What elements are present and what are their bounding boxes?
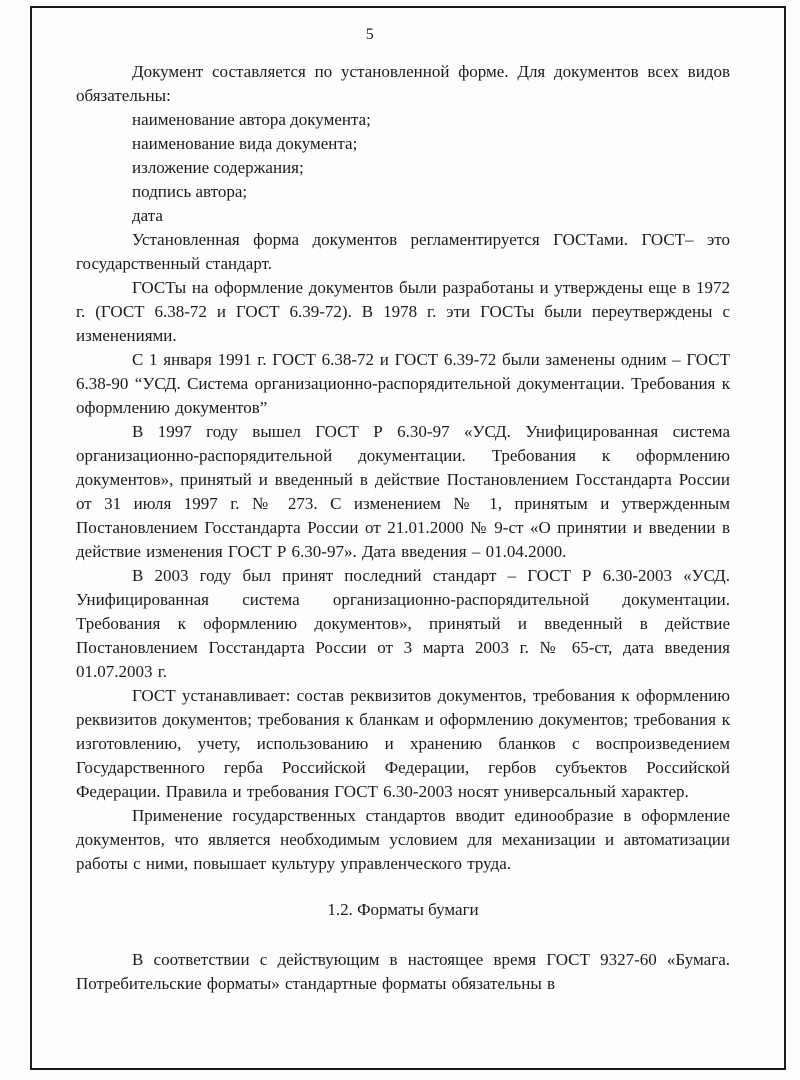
paragraph-intro: Документ составляется по установленной форме. Для документов всех видов обязательны: [76,62,730,105]
paragraph-gost-2003: В 2003 году был принят последний стандарт – ГОСТ Р 6.30-2003 «УСД. Унифицированная система организационно-распорядительной документации. Требования к оформлению документов», принятый и введенный в действие Постановлением Госстандарта России от 3 марта 2003 г. № 65-ст, дата введения 01.07.2003 г. [76,566,730,681]
list-item-content: изложение содержания; [132,158,304,177]
page-number: 5 [365,26,375,43]
paragraph-gost-1997: В 1997 году вышел ГОСТ Р 6.30-97 «УСД. Унифицированная система организационно-распорядительной документации. Требования к оформлению документов», принятый и введенный в действие Постановлением Госстандарта России от 31 июля 1997 г. № 273. С изменением № 1, принятым и утвержденным Постановлением Госстандарта России от 21.01.2000 № 9-ст «О принятии и введении в действие изменения ГОСТ Р 6.30-97». Дата введения – 01.04.2000. [76,422,730,561]
list-item-date: дата [132,206,163,225]
paragraph-paper-formats-intro: В соответствии с действующим в настоящее время ГОСТ 9327-60 «Бумага. Потребительские форматы» стандартные форматы обязательны в [76,950,730,993]
paragraph-gost-definition: Установленная форма документов регламентируется ГОСТами. ГОСТ– это государственный стандарт. [76,230,730,273]
section-heading-paper-formats: 1.2. Форматы бумаги [327,900,479,919]
list-item-author-name: наименование автора документа; [132,110,371,129]
paragraph-gost-1972: ГОСТы на оформление документов были разработаны и утверждены еще в 1972 г. (ГОСТ 6.38-72 и ГОСТ 6.39-72). В 1978 г. эти ГОСТы были переутверждены с изменениями. [76,278,730,345]
page-content [76,60,730,996]
paragraph-gost-requirements: ГОСТ устанавливает: состав реквизитов документов, требования к оформлению реквизитов документов; требования к бланкам и оформлению документов; требования к изготовлению, учету, использованию и хранению бланков с воспроизведением Государственного герба Российской Федерации, гербов субъектов Российской Федерации. Правила и требования ГОСТ 6.30-2003 носят универсальный характер. [76,686,730,801]
paragraph-gost-1991: С 1 января 1991 г. ГОСТ 6.38-72 и ГОСТ 6.39-72 были заменены одним – ГОСТ 6.38-90 “УСД. Система организационно-распорядительной документации. Требования к оформлению документов” [76,350,730,417]
list-item-signature: подпись автора; [132,182,248,201]
paragraph-standards-benefits: Применение государственных стандартов вводит единообразие в оформление документов, что является необходимым условием для механизации и автоматизации работы с ними, повышает культуру управленческого труда. [76,806,730,873]
list-item-doc-type: наименование вида документа; [132,134,358,153]
